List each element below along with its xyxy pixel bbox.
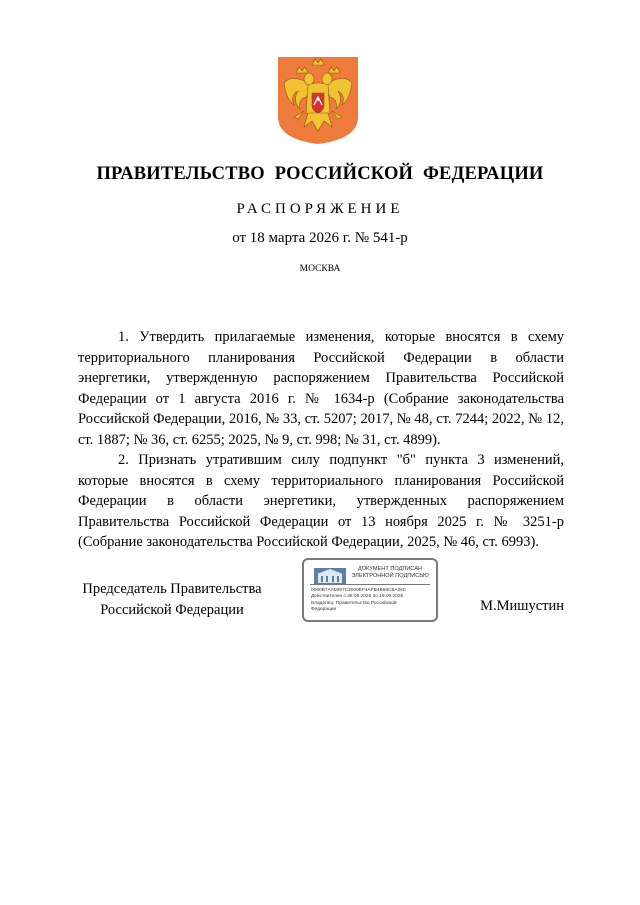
paragraph-2: 2. Признать утратившим силу подпункт "б" пункта 3 изменений, которые вносятся в схему территориального планирования Российской Федерации в области энергетики, утвержденных распоряжением Правительства Российской Федерации от 13 ноября 2025 г. № 3251-р (Собрание законодательства Российской Федерации, 2025, № 46, ст. 6993). — [78, 452, 564, 550]
stamp-heading-line2: ЭЛЕКТРОННОЙ ПОДПИСЬЮ — [351, 573, 429, 579]
stamp-owner-line2: Федерации — [311, 607, 337, 613]
paragraph-1: 1. Утвердить прилагаемые изменения, которые вносятся в схему территориального планирования Российской Федерации в области энергетики, утвержденную распоряжением Правительства Российской Федерации от 1 августа 2016 г. № 1634-р (Собрание законодательства Российской Федерации, 2016, № 33, ст. 5207; 2017, № 48, ст. 7244; 2022, № 12, ст. 1887; № 36, ст. 6255; 2025, № 9, ст. 998; № 31, ст. 4899). — [78, 329, 564, 448]
document-date-number: от 18 марта 2026 г. № 541-р — [232, 230, 408, 246]
stamp-heading — [344, 566, 436, 580]
signatory-position-line2: Российской Федерации — [100, 601, 244, 618]
government-building-icon — [314, 568, 346, 584]
signatory-position — [74, 579, 270, 620]
document-type: РАСПОРЯЖЕНИЕ — [236, 201, 404, 217]
russian-coat-of-arms-icon — [276, 55, 360, 145]
electronic-signature-stamp — [302, 558, 438, 622]
stamp-divider — [310, 584, 430, 585]
stamp-owner-line1: Владелец: Правительство Российской — [311, 600, 397, 606]
stamp-validity: Действителен с 26.06.2025 по 19.09.2026 — [311, 594, 404, 600]
document-body — [78, 327, 564, 553]
government-title: ПРАВИТЕЛЬСТВО РОССИЙСКОЙ ФЕДЕРАЦИИ — [96, 164, 544, 184]
document-city: МОСКВА — [299, 264, 341, 274]
stamp-certificate: 0060B7AA0097C2000EF4AFB4B69C8A36C — [311, 588, 407, 593]
stamp-details — [311, 588, 435, 614]
signatory-name: М.Мишустин — [480, 598, 564, 614]
stamp-heading-line1: ДОКУМЕНТ ПОДПИСАН — [357, 566, 423, 572]
signatory-position-line1: Председатель Правительства — [82, 581, 262, 597]
